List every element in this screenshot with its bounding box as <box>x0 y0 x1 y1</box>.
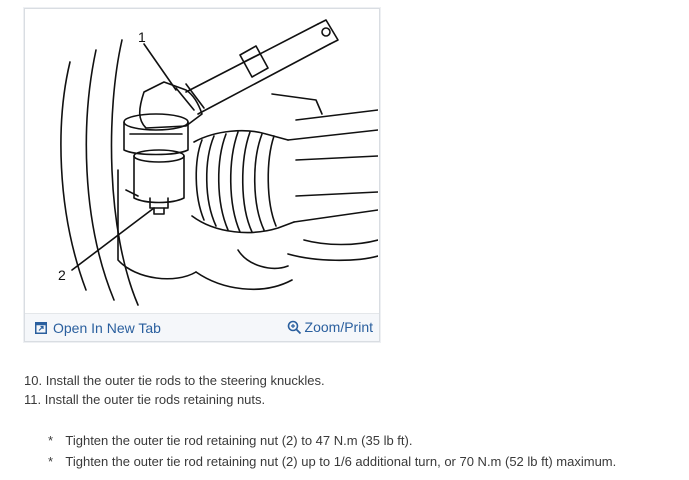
bullet-text: Tighten the outer tie rod retaining nut (2) to 47 N.m (35 lb ft). <box>65 433 413 448</box>
open-in-new-tab-label: Open In New Tab <box>53 320 161 336</box>
torque-spec-item <box>48 451 616 472</box>
tie-rod-illustration <box>26 10 378 313</box>
step-number: 11. <box>24 392 42 407</box>
zoom-magnifier-icon <box>287 320 302 335</box>
bullet-asterisk: * <box>48 454 54 469</box>
bullet-asterisk: * <box>48 433 54 448</box>
torque-spec-list <box>48 430 616 472</box>
open-in-new-tab-link[interactable] <box>35 320 161 336</box>
zoom-print-label: Zoom/Print <box>304 319 373 335</box>
zoom-print-link[interactable] <box>287 319 373 335</box>
step-item <box>24 371 325 390</box>
step-number: 10. <box>24 373 43 388</box>
step-item <box>24 390 325 409</box>
figure-footer <box>25 313 379 341</box>
callout-1: 1 <box>138 29 146 45</box>
open-in-new-tab-icon <box>35 322 47 334</box>
figure-card <box>24 8 380 342</box>
step-list <box>24 371 325 409</box>
step-text: Install the outer tie rods to the steering knuckles. <box>45 373 325 388</box>
callout-2: 2 <box>58 267 66 283</box>
torque-spec-item <box>48 430 616 451</box>
step-text: Install the outer tie rods retaining nuts. <box>44 392 266 407</box>
bullet-text: Tighten the outer tie rod retaining nut (2) up to 1/6 additional turn, or 70 N.m (52 lb ft) maximum. <box>65 454 617 469</box>
